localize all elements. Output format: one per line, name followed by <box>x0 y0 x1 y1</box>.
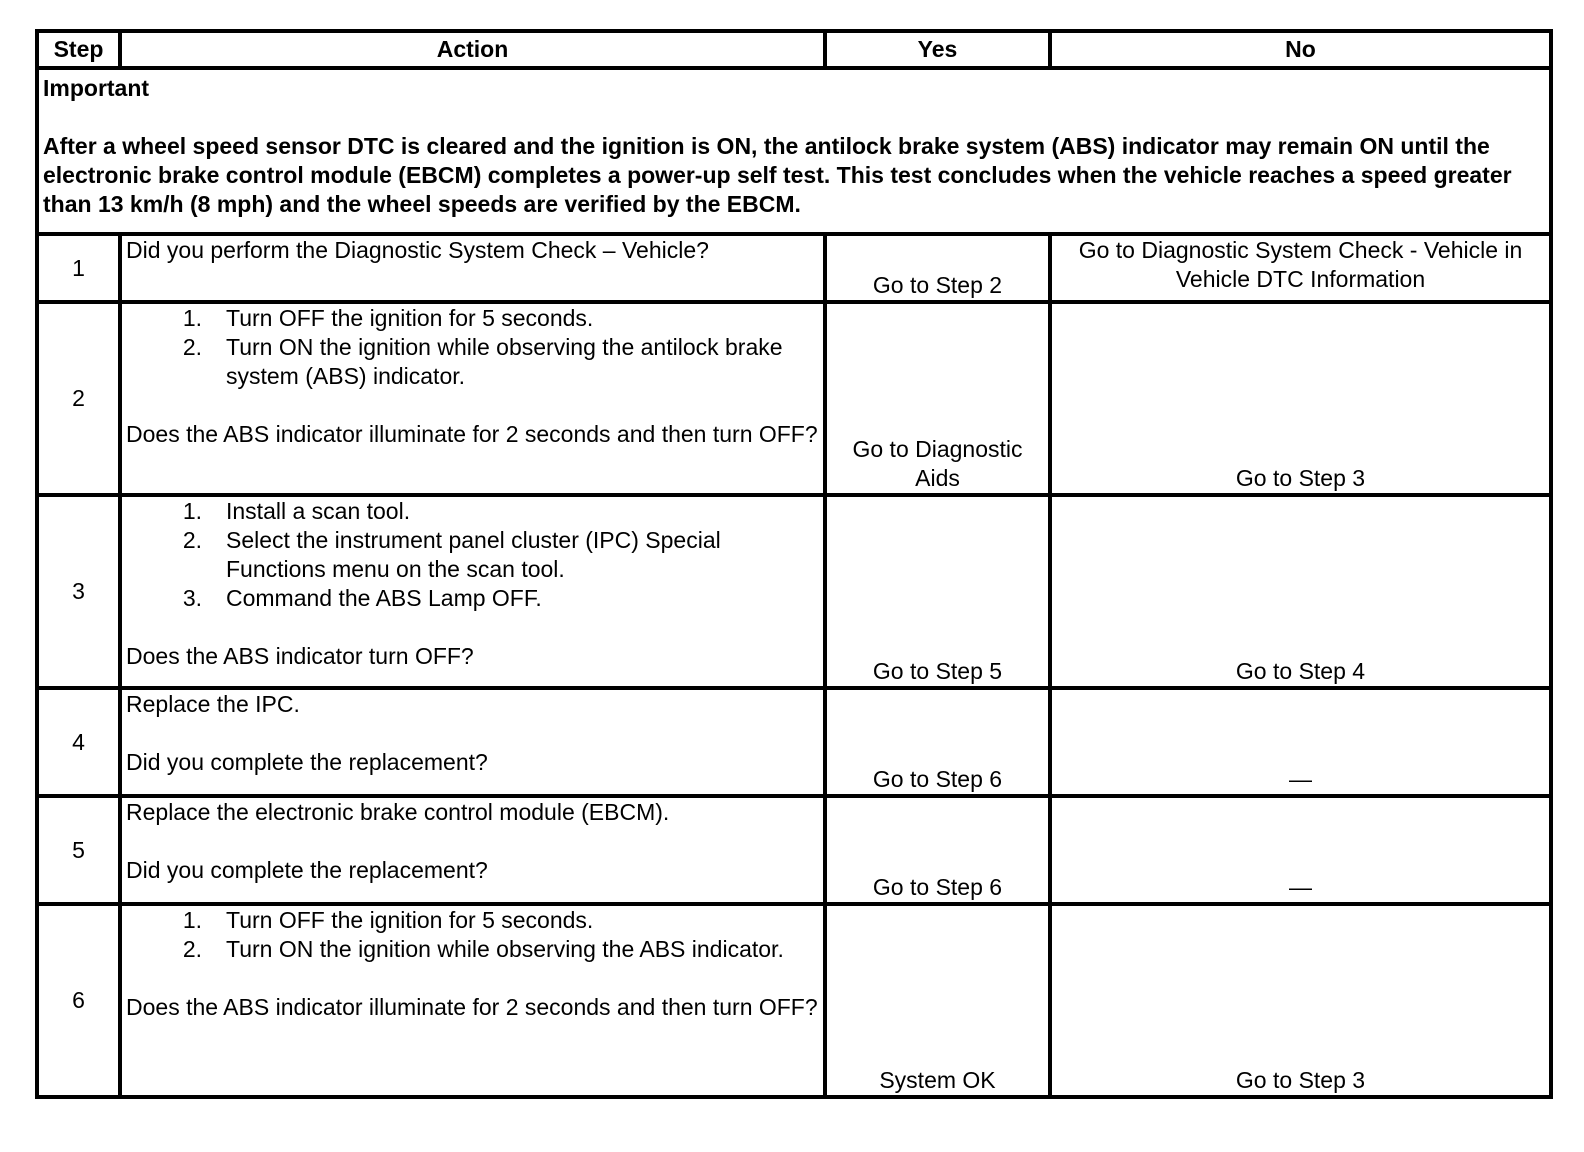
list-item: 1. Turn OFF the ignition for 5 seconds. <box>182 907 594 933</box>
no-cell: — <box>1050 688 1551 796</box>
no-cell: Go to Diagnostic System Check - Vehicle in Vehicle DTC Information <box>1050 234 1551 302</box>
no-cell: Go to Step 3 <box>1050 904 1551 1097</box>
no-cell: Go to Step 4 <box>1050 495 1551 688</box>
header-yes: Yes <box>825 31 1050 68</box>
table-row <box>37 302 1551 495</box>
list-item: 2. Select the instrument panel cluster (IPC) Special Functions menu on the scan tool. <box>182 527 721 582</box>
no-cell: — <box>1050 796 1551 904</box>
list-item: 2. Turn ON the ignition while observing the ABS indicator. <box>182 936 784 962</box>
list-item: 1. Turn OFF the ignition for 5 seconds. <box>182 305 594 331</box>
instruction-list <box>126 497 818 613</box>
step-number: 4 <box>37 688 120 796</box>
instruction-list <box>126 304 818 391</box>
important-title: Important <box>43 75 150 101</box>
yes-cell: Go to Step 2 <box>825 234 1050 302</box>
header-action: Action <box>120 31 825 68</box>
instruction-list <box>126 906 818 964</box>
table-row <box>37 904 1551 1097</box>
table-row <box>37 234 1551 302</box>
important-row <box>37 68 1551 234</box>
table-row <box>37 495 1551 688</box>
action-question: Does the ABS indicator illuminate for 2 seconds and then turn OFF? <box>126 421 818 447</box>
action-question: Does the ABS indicator turn OFF? <box>126 643 474 669</box>
important-text: After a wheel speed sensor DTC is cleared and the ignition is ON, the antilock brake system (ABS) indicator may remain ON until the electronic brake control module (EBCM) completes a power-up self test. This test concludes when the vehicle reaches a speed greater than 13 km/h (8 mph) and the wheel speeds are verified by the EBCM. <box>43 133 1512 217</box>
step-number: 1 <box>37 234 120 302</box>
step-number: 6 <box>37 904 120 1097</box>
action-cell <box>120 688 825 796</box>
action-cell <box>120 234 825 302</box>
header-step: Step <box>37 31 120 68</box>
yes-cell: Go to Diagnostic Aids <box>825 302 1050 495</box>
list-item: 3. Command the ABS Lamp OFF. <box>182 585 542 611</box>
step-number: 5 <box>37 796 120 904</box>
step-number: 2 <box>37 302 120 495</box>
header-row <box>37 31 1551 68</box>
action-instruction: Replace the IPC. <box>126 691 300 717</box>
action-cell <box>120 904 825 1097</box>
table-row <box>37 796 1551 904</box>
action-cell <box>120 302 825 495</box>
step-number: 3 <box>37 495 120 688</box>
header-no: No <box>1050 31 1551 68</box>
action-question: Did you complete the replacement? <box>126 857 488 883</box>
yes-cell: Go to Step 5 <box>825 495 1050 688</box>
list-item: 1. Install a scan tool. <box>182 498 411 524</box>
diagnostic-table <box>35 29 1553 1099</box>
yes-cell: Go to Step 6 <box>825 796 1050 904</box>
action-question: Does the ABS indicator illuminate for 2 seconds and then turn OFF? <box>126 994 818 1020</box>
yes-cell: System OK <box>825 904 1050 1097</box>
action-instruction: Replace the electronic brake control module (EBCM). <box>126 799 670 825</box>
action-question: Did you complete the replacement? <box>126 749 488 775</box>
yes-cell: Go to Step 6 <box>825 688 1050 796</box>
action-cell <box>120 495 825 688</box>
table-row <box>37 688 1551 796</box>
action-question: Did you perform the Diagnostic System Check – Vehicle? <box>126 237 709 263</box>
list-item: 2. Turn ON the ignition while observing the antilock brake system (ABS) indicator. <box>182 334 783 389</box>
important-note <box>37 68 1551 234</box>
action-cell <box>120 796 825 904</box>
no-cell: Go to Step 3 <box>1050 302 1551 495</box>
